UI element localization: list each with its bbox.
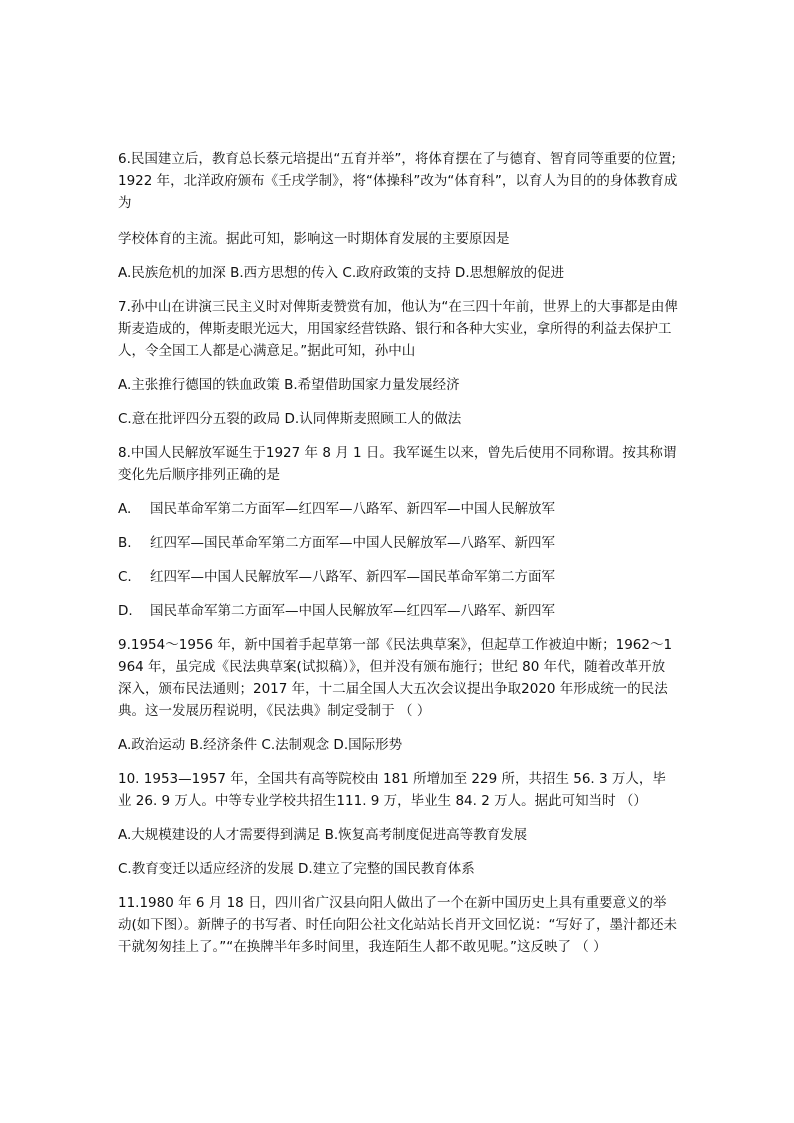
option-letter: C. <box>118 569 132 585</box>
question-8-option-d <box>118 600 678 622</box>
question-8-option-c <box>118 566 678 588</box>
question-8-option-a <box>118 498 678 520</box>
question-7-options-ab: A.主张推行德国的铁血政策 B.希望借助国家力量发展经济 <box>118 377 460 393</box>
question-7-options-cd: C.意在批评四分五裂的政局 D.认同俾斯麦照顾工人的做法 <box>118 411 462 427</box>
question-8 <box>118 442 678 622</box>
question-10-options-cd: C.教育变迁以适应经济的发展 D.建立了完整的国民教育体系 <box>118 861 475 877</box>
option-letter: D. <box>118 603 133 619</box>
question-9-options: A.政治运动 B.经济条件 C.法制观念 D.国际形势 <box>118 737 403 753</box>
option-letter: B. <box>118 535 132 551</box>
question-10 <box>118 768 678 880</box>
option-text: 国民革命军第二方面军—中国人民解放军—红四军—八路军、新四军 <box>150 603 555 619</box>
question-11-stem: 11.1980 年 6 月 18 日，四川省广汉县向阳人做出了一个在新中国历史上具有重要意义的举动(如下图）。新牌子的书写者、时任向阳公社文化站站长肖开文回忆说：“写好了，墨汁都还未干就匆匆挂上了。”“在换牌半年多时间里，我连陌生人都不敢见呢。”这反映了 （ ） <box>118 895 678 955</box>
question-10-stem: 10. 1953—1957 年，全国共有高等院校由 181 所增加至 229 所，共招生 56. 3 万人，毕业 26. 9 万人。中等专业学校共招生111. 9 万，毕业生 84. 2 万人。据此可知当时 （） <box>118 771 666 809</box>
question-9 <box>118 634 678 756</box>
question-8-option-b <box>118 532 678 554</box>
question-10-options-ab: A.大规模建设的人才需要得到满足 B.恢复高考制度促进高等教育发展 <box>118 827 528 843</box>
question-6 <box>118 148 678 284</box>
question-9-stem: 9.1954～1956 年，新中国着手起草第一部《民法典草案》，但起草工作被迫中断；1962～1964 年，虽完成《民法典草案(试拟稿）》，但并没有颁布施行；世纪 80 年代，随着改革开放深入，颁布民法通则；2017 年，十二届全国人大五次会议提出争取2020 年形成统一的民法典。这一发展历程说明，《民法典》制定受制于 （ ） <box>118 637 673 719</box>
question-7 <box>118 296 678 430</box>
question-7-stem: 7.孙中山在讲演三民主义时对俾斯麦赞赏有加，他认为“在三四十年前，世界上的大事都是由俾斯麦造成的，俾斯麦眼光远大，用国家经营铁路、银行和各种大实业，拿所得的利益去保护工人，令全国工人都是心满意足。”据此可知，孙中山 <box>118 299 678 359</box>
question-8-stem: 8.中国人民解放军诞生于1927 年 8 月 1 日。我军诞生以来，曾先后使用不同称谓。按其称谓变化先后顺序排列正确的是 <box>118 445 677 483</box>
question-11 <box>118 892 678 958</box>
option-text: 红四军—中国人民解放军—八路军、新四军—国民革命军第二方面军 <box>150 569 555 585</box>
option-text: 国民革命军第二方面军—红四军—八路军、新四军—中国人民解放军 <box>150 501 555 517</box>
option-text: 红四军—国民革命军第二方面军—中国人民解放军—八路军、新四军 <box>150 535 555 551</box>
question-6-stem-part1: 6.民国建立后，教育总长蔡元培提出“五育并举”，将体育摆在了与德育、智育同等重要的位置;1922 年，北洋政府颁布《壬戌学制》，将“体操科”改为“体育科”，以育人为目的的身体教育成为 <box>118 151 678 211</box>
question-6-options: A.民族危机的加深 B.西方思想的传入 C.政府政策的支持 D.思想解放的促进 <box>118 265 565 281</box>
option-letter: A. <box>118 501 132 517</box>
exam-page <box>118 148 678 958</box>
question-6-stem-part2: 学校体育的主流。据此可知，影响这一时期体育发展的主要原因是 <box>118 231 510 247</box>
